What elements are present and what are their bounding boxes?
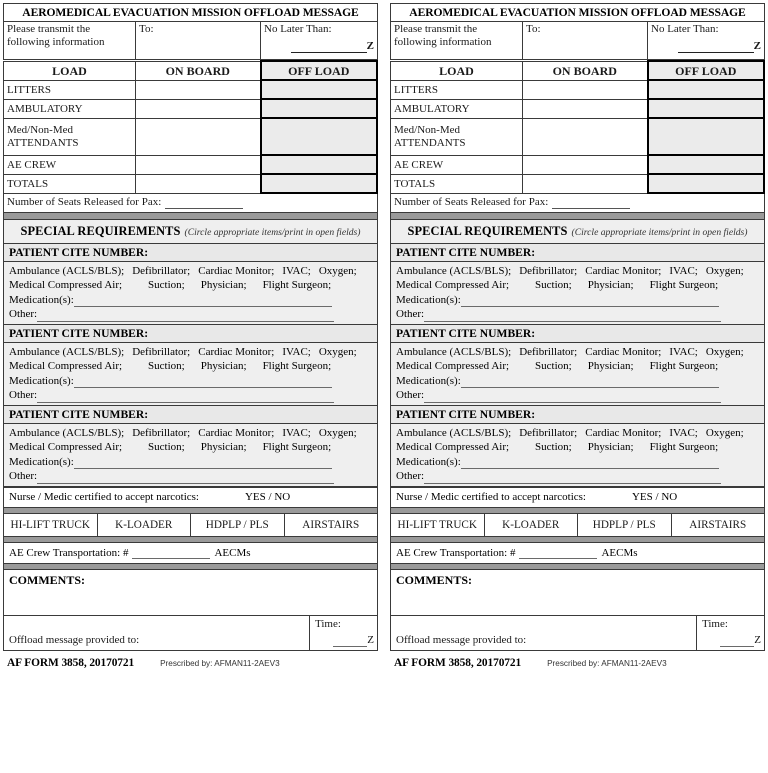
medication-row-1[interactable] [396,293,759,308]
equipment-table [3,513,378,537]
item-oxygen[interactable]: Oxygen; [318,345,357,358]
cell-on-board-attendants[interactable] [136,118,261,155]
item-defibrillator[interactable]: Defibrillator; [519,345,578,358]
row-label-ambulatory: AMBULATORY [391,99,523,118]
other-row-2[interactable] [396,388,759,403]
patient-block-2 [390,343,765,406]
item-medical-compressed-air[interactable]: Medical Compressed Air; [9,441,123,453]
cell-on-board-ae-crew[interactable] [523,155,648,174]
patient-cite-number-3[interactable] [390,406,765,424]
table-row [391,80,765,99]
other-row-1[interactable] [396,307,759,322]
medication-label-2: Medication(s): [396,374,461,387]
transmit-line-2: following information [7,36,105,48]
form-copy-left [3,3,378,773]
table-row [4,513,378,536]
nlt-input-line[interactable] [291,43,367,53]
medication-label-3: Medication(s): [396,455,461,468]
header-table [3,21,378,60]
narcotics-options[interactable]: YES / NO [244,490,291,503]
item-ivac[interactable]: IVAC; [669,264,698,277]
item-cardiac-monitor[interactable]: Cardiac Monitor; [585,264,662,277]
other-input-3[interactable] [37,473,334,484]
patient-cite-number-1[interactable] [390,244,765,262]
item-flight-surgeon[interactable]: Flight Surgeon; [262,441,332,453]
transmit-line-1: Please transmit the [394,23,478,35]
item-oxygen[interactable]: Oxygen; [318,426,357,439]
special-requirements-note: (Circle appropriate items/print in open fields) [571,226,748,238]
col-header-load: LOAD [391,61,523,80]
equipment-row-1b[interactable] [9,278,372,293]
item-oxygen[interactable]: Oxygen; [318,264,357,277]
special-requirements-heading: SPECIAL REQUIREMENTS [407,223,568,238]
equipment-table [390,513,765,537]
equipment-hdplp-pls[interactable]: HDPLP / PLS [578,513,672,536]
equipment-row-3b[interactable] [9,440,372,455]
col-header-on-board: ON BOARD [136,61,261,80]
no-later-than-cell[interactable] [648,22,765,60]
other-input-2[interactable] [424,392,721,403]
offload-provided-label: Offload message provided to: [396,633,527,646]
item-cardiac-monitor[interactable]: Cardiac Monitor; [198,345,275,358]
footer-prescribed-by: Prescribed by: AFMAN11-2AEV3 [547,658,667,668]
other-input-2[interactable] [37,392,334,403]
item-flight-surgeon[interactable]: Flight Surgeon; [262,360,332,372]
row-label-ambulatory: AMBULATORY [4,99,136,118]
narcotics-label: Nurse / Medic certified to accept narcotics: [396,490,586,503]
seats-released-cell[interactable] [4,193,378,212]
offload-time-input[interactable] [333,636,367,647]
medication-label-1: Medication(s): [396,293,461,306]
cell-on-board-litters[interactable] [523,80,648,99]
table-row [391,99,765,118]
equipment-row-3b[interactable] [396,440,759,455]
offload-time-cell[interactable] [697,616,765,651]
narcotics-row[interactable] [390,487,765,508]
patient-cite-number-2[interactable] [3,325,378,343]
ae-crew-transport-prefix: AE Crew Transportation: # [9,546,129,559]
other-input-1[interactable] [37,311,334,322]
cell-off-load-ae-crew[interactable] [648,155,765,174]
patient-cite-label-2: PATIENT CITE NUMBER: [9,326,149,340]
item-ivac[interactable]: IVAC; [282,426,311,439]
footer-prescribed-by: Prescribed by: AFMAN11-2AEV3 [160,658,280,668]
item-suction[interactable]: Suction; [148,441,185,453]
ae-crew-transportation-row[interactable] [3,542,378,564]
equipment-row-2a[interactable] [396,345,759,360]
row-label-totals: TOTALS [391,174,523,193]
item-suction[interactable]: Suction; [535,360,572,372]
cell-off-load-totals[interactable] [261,174,378,193]
transmit-line-1: Please transmit the [7,23,91,35]
item-medical-compressed-air[interactable]: Medical Compressed Air; [396,279,510,291]
special-requirements-band [3,219,378,244]
equipment-row-1a[interactable] [396,264,759,279]
ae-crew-transport-suffix: AECMs [601,546,638,559]
item-medical-compressed-air[interactable]: Medical Compressed Air; [396,360,510,372]
cell-off-load-ambulatory[interactable] [648,99,765,118]
table-row [4,616,378,651]
to-label: To: [526,23,541,35]
patient-block-3 [390,424,765,487]
cell-on-board-totals[interactable] [136,174,261,193]
seats-released-input[interactable] [552,200,630,209]
to-field-cell[interactable] [523,22,648,60]
item-ambulance[interactable]: Ambulance (ACLS/BLS); [396,264,512,277]
row-label-litters: LITTERS [391,80,523,99]
equipment-row-2a[interactable] [9,345,372,360]
item-ambulance[interactable]: Ambulance (ACLS/BLS); [396,345,512,358]
other-label-2: Other: [9,389,38,401]
other-row-1[interactable] [9,307,372,322]
medication-label-2: Medication(s): [9,374,74,387]
item-defibrillator[interactable]: Defibrillator; [132,264,191,277]
offload-time-label: Time: [315,617,341,630]
patient-cite-number-1[interactable] [3,244,378,262]
cell-on-board-attendants[interactable] [523,118,648,155]
item-medical-compressed-air[interactable]: Medical Compressed Air; [9,360,123,372]
item-cardiac-monitor[interactable]: Cardiac Monitor; [585,345,662,358]
item-flight-surgeon[interactable]: Flight Surgeon; [649,441,719,453]
medication-row-2[interactable] [9,374,372,389]
patient-block-2 [3,343,378,406]
row-label-attendants-line2: ATTENDANTS [394,136,466,149]
patient-cite-label-2: PATIENT CITE NUMBER: [396,326,536,340]
patient-block-3 [3,424,378,487]
special-requirements-note: (Circle appropriate items/print in open fields) [184,226,361,238]
medication-input-3[interactable] [461,458,719,469]
cell-on-board-litters[interactable] [136,80,261,99]
other-label-3: Other: [396,470,425,482]
row-label-attendants-line1: Med/Non-Med [394,123,460,136]
item-medical-compressed-air[interactable]: Medical Compressed Air; [9,279,123,291]
no-later-than-cell[interactable] [261,22,378,60]
comments-box[interactable] [390,569,765,616]
item-ambulance[interactable]: Ambulance (ACLS/BLS); [9,264,125,277]
col-header-load: LOAD [4,61,136,80]
nlt-zulu-label: Z [753,40,761,52]
equipment-row-2b[interactable] [396,359,759,374]
offload-time-input[interactable] [720,636,754,647]
patient-cite-label-1: PATIENT CITE NUMBER: [396,245,536,259]
other-label-2: Other: [396,389,425,401]
equipment-row-1b[interactable] [396,278,759,293]
patient-cite-label-1: PATIENT CITE NUMBER: [9,245,149,259]
equipment-airstairs[interactable]: AIRSTAIRS [671,513,765,536]
item-flight-surgeon[interactable]: Flight Surgeon; [649,360,719,372]
patient-cite-label-3: PATIENT CITE NUMBER: [396,407,536,421]
patient-block-1 [390,262,765,325]
load-table [390,60,765,213]
nlt-label: No Later Than: [264,23,332,35]
equipment-row-2b[interactable] [9,359,372,374]
footer-form-number: AF FORM 3858, 20170721 [394,656,522,669]
form-footer [3,657,378,669]
row-label-attendants [391,118,523,155]
item-cardiac-monitor[interactable]: Cardiac Monitor; [198,264,275,277]
item-oxygen[interactable]: Oxygen; [705,426,744,439]
table-row [4,99,378,118]
cell-on-board-ambulatory[interactable] [523,99,648,118]
seats-released-row [391,193,765,212]
other-label-3: Other: [9,470,38,482]
row-label-attendants [4,118,136,155]
medication-row-3[interactable] [9,455,372,470]
offload-time-zulu: Z [367,633,374,646]
table-row [391,118,765,155]
item-physician[interactable]: Physician; [587,279,634,291]
cell-off-load-attendants[interactable] [261,118,378,155]
offload-provided-label: Offload message provided to: [9,633,140,646]
equipment-row-1a[interactable] [9,264,372,279]
item-defibrillator[interactable]: Defibrillator; [132,426,191,439]
row-label-litters: LITTERS [4,80,136,99]
special-requirements-heading: SPECIAL REQUIREMENTS [20,223,181,238]
special-requirements-band [390,219,765,244]
item-cardiac-monitor[interactable]: Cardiac Monitor; [198,426,275,439]
to-field-cell[interactable] [136,22,261,60]
nlt-zulu-label: Z [366,40,374,52]
narcotics-row[interactable] [3,487,378,508]
seats-released-row [4,193,378,212]
medication-label-1: Medication(s): [9,293,74,306]
item-oxygen[interactable]: Oxygen; [705,264,744,277]
col-header-on-board: ON BOARD [523,61,648,80]
item-ambulance[interactable]: Ambulance (ACLS/BLS); [9,426,125,439]
offload-provided-cell[interactable] [4,616,310,651]
load-table-header-row [4,61,378,80]
equipment-k-loader[interactable]: K-LOADER [97,513,191,536]
form-copy-right [390,3,765,773]
patient-block-1 [3,262,378,325]
offload-time-zulu: Z [754,633,761,646]
cell-on-board-totals[interactable] [523,174,648,193]
patient-cite-number-2[interactable] [390,325,765,343]
form-title: AEROMEDICAL EVACUATION MISSION OFFLOAD MESSAGE [390,3,765,21]
item-ivac[interactable]: IVAC; [282,264,311,277]
equipment-hi-lift-truck[interactable]: HI-LIFT TRUCK [391,513,485,536]
row-label-attendants-line2: ATTENDANTS [7,136,79,149]
row-label-ae-crew: AE CREW [4,155,136,174]
other-input-1[interactable] [424,311,721,322]
item-flight-surgeon[interactable]: Flight Surgeon; [649,279,719,291]
item-ambulance[interactable]: Ambulance (ACLS/BLS); [9,345,125,358]
comments-label: COMMENTS: [9,572,85,587]
cell-off-load-litters[interactable] [648,80,765,99]
item-medical-compressed-air[interactable]: Medical Compressed Air; [396,441,510,453]
offload-provided-cell[interactable] [391,616,697,651]
form-title: AEROMEDICAL EVACUATION MISSION OFFLOAD MESSAGE [3,3,378,21]
cell-off-load-attendants[interactable] [648,118,765,155]
equipment-airstairs[interactable]: AIRSTAIRS [284,513,378,536]
item-suction[interactable]: Suction; [535,279,572,291]
medication-label-3: Medication(s): [9,455,74,468]
row-label-attendants-line1: Med/Non-Med [7,123,73,136]
item-ivac[interactable]: IVAC; [282,345,311,358]
col-header-off-load: OFF LOAD [648,61,765,80]
load-table [3,60,378,213]
equipment-hi-lift-truck[interactable]: HI-LIFT TRUCK [4,513,98,536]
comments-box[interactable] [3,569,378,616]
item-ivac[interactable]: IVAC; [669,345,698,358]
cell-off-load-ambulatory[interactable] [261,99,378,118]
cell-on-board-ambulatory[interactable] [136,99,261,118]
item-flight-surgeon[interactable]: Flight Surgeon; [262,279,332,291]
footer-form-number: AF FORM 3858, 20170721 [7,656,135,669]
item-defibrillator[interactable]: Defibrillator; [132,345,191,358]
transmit-line-2: following information [394,36,492,48]
item-suction[interactable]: Suction; [148,360,185,372]
other-row-2[interactable] [9,388,372,403]
medication-input-3[interactable] [74,458,332,469]
patient-cite-number-3[interactable] [3,406,378,424]
narcotics-options[interactable]: YES / NO [631,490,678,503]
seats-released-label: Number of Seats Released for Pax: [7,196,162,209]
offload-time-label: Time: [702,617,728,630]
patient-cite-label-3: PATIENT CITE NUMBER: [9,407,149,421]
header-table [390,21,765,60]
medication-row-3[interactable] [396,455,759,470]
other-row-3[interactable] [396,469,759,484]
item-ivac[interactable]: IVAC; [669,426,698,439]
equipment-k-loader[interactable]: K-LOADER [484,513,578,536]
offload-provided-table [3,616,378,651]
table-row [391,155,765,174]
col-header-off-load: OFF LOAD [261,61,378,80]
nlt-label: No Later Than: [651,23,719,35]
table-row [391,616,765,651]
table-row [391,513,765,536]
item-suction[interactable]: Suction; [535,441,572,453]
ae-crew-transport-suffix: AECMs [214,546,251,559]
seats-released-input[interactable] [165,200,243,209]
other-input-3[interactable] [424,473,721,484]
table-row [4,155,378,174]
to-label: To: [139,23,154,35]
table-row [4,80,378,99]
seats-released-label: Number of Seats Released for Pax: [394,196,549,209]
item-physician[interactable]: Physician; [587,360,634,372]
item-suction[interactable]: Suction; [148,279,185,291]
offload-time-cell[interactable] [310,616,378,651]
equipment-row-3a[interactable] [396,426,759,441]
ae-crew-transport-input[interactable] [519,548,597,559]
item-defibrillator[interactable]: Defibrillator; [519,426,578,439]
item-ambulance[interactable]: Ambulance (ACLS/BLS); [396,426,512,439]
ae-crew-transport-prefix: AE Crew Transportation: # [396,546,516,559]
medication-input-1[interactable] [74,296,332,307]
nlt-input-line[interactable] [678,43,754,53]
cell-on-board-ae-crew[interactable] [136,155,261,174]
item-physician[interactable]: Physician; [200,279,247,291]
medication-input-2[interactable] [74,377,332,388]
item-physician[interactable]: Physician; [200,441,247,453]
narcotics-label: Nurse / Medic certified to accept narcotics: [9,490,199,503]
other-label-1: Other: [396,308,425,320]
item-cardiac-monitor[interactable]: Cardiac Monitor; [585,426,662,439]
table-row [4,174,378,193]
offload-provided-table [390,616,765,651]
cell-off-load-totals[interactable] [648,174,765,193]
table-row [391,174,765,193]
medication-input-1[interactable] [461,296,719,307]
comments-label: COMMENTS: [396,572,472,587]
table-row [4,118,378,155]
row-label-totals: TOTALS [4,174,136,193]
item-defibrillator[interactable]: Defibrillator; [519,264,578,277]
other-label-1: Other: [9,308,38,320]
ae-crew-transportation-row[interactable] [390,542,765,564]
transmit-instruction-cell [4,22,136,60]
equipment-row-3a[interactable] [9,426,372,441]
load-table-header-row [391,61,765,80]
other-row-3[interactable] [9,469,372,484]
ae-crew-transport-input[interactable] [132,548,210,559]
medication-row-2[interactable] [396,374,759,389]
item-oxygen[interactable]: Oxygen; [705,345,744,358]
medication-row-1[interactable] [9,293,372,308]
row-label-ae-crew: AE CREW [391,155,523,174]
item-physician[interactable]: Physician; [587,441,634,453]
cell-off-load-litters[interactable] [261,80,378,99]
equipment-hdplp-pls[interactable]: HDPLP / PLS [191,513,285,536]
item-physician[interactable]: Physician; [200,360,247,372]
cell-off-load-ae-crew[interactable] [261,155,378,174]
seats-released-cell[interactable] [391,193,765,212]
medication-input-2[interactable] [461,377,719,388]
form-footer [390,657,765,669]
transmit-instruction-cell [391,22,523,60]
